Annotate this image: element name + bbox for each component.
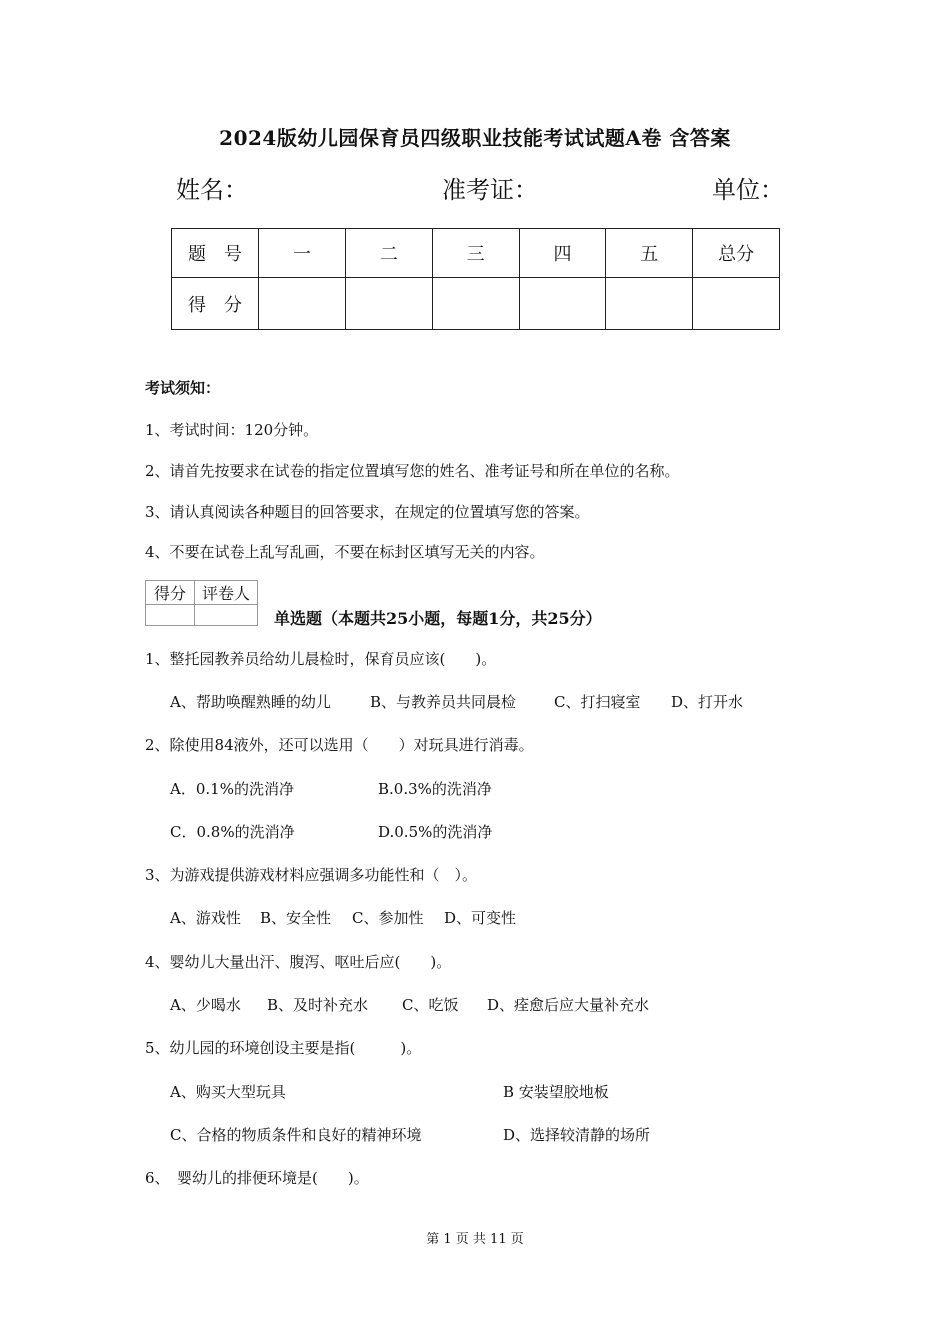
grader-name-label: 评卷人 bbox=[195, 581, 258, 605]
question-option: D、可变性 bbox=[444, 909, 517, 927]
question-option: B.0.3%的洗消净 bbox=[378, 780, 492, 798]
question-text: 5、幼儿园的环境创设主要是指( )。 bbox=[145, 1039, 422, 1057]
grader-name-cell bbox=[195, 605, 258, 626]
question-text: 2、除使用84液外，还可以选用（ ）对玩具进行消毒。 bbox=[145, 736, 534, 754]
name-label: 姓名： bbox=[176, 176, 248, 204]
question-option: B、与教养员共同晨检 bbox=[370, 693, 517, 711]
score-table-header-cell: 三 bbox=[432, 229, 519, 278]
score-cell bbox=[345, 278, 432, 330]
notice-title: 考试须知： bbox=[145, 379, 221, 397]
score-cell bbox=[606, 278, 693, 330]
question-text: 6、 婴幼儿的排便环境是( )。 bbox=[145, 1169, 369, 1187]
question-option: A、帮助唤醒熟睡的幼儿 bbox=[170, 693, 331, 711]
candidate-info-row bbox=[0, 170, 950, 204]
question-option: A、游戏性 bbox=[170, 909, 241, 927]
question-text: 3、为游戏提供游戏材料应强调多功能性和（ ）。 bbox=[145, 866, 478, 884]
question-option: C、打扫寝室 bbox=[554, 693, 641, 711]
notice-item: 3、请认真阅读各种题目的回答要求，在规定的位置填写您的答案。 bbox=[145, 503, 590, 521]
score-table-header-row bbox=[172, 229, 780, 278]
grader-box bbox=[145, 580, 258, 626]
question-option: A、少喝水 bbox=[170, 996, 241, 1014]
notice-item: 4、不要在试卷上乱写乱画，不要在标封区填写无关的内容。 bbox=[145, 543, 545, 561]
question-text: 1、整托园教养员给幼儿晨检时，保育员应该( )。 bbox=[145, 650, 497, 668]
question-option: A、购买大型玩具 bbox=[170, 1083, 286, 1101]
score-cell bbox=[693, 278, 780, 330]
score-table-header-cell: 五 bbox=[606, 229, 693, 278]
score-table-header-cell: 二 bbox=[345, 229, 432, 278]
grader-score-cell bbox=[146, 605, 195, 626]
unit-label: 单位： bbox=[712, 176, 784, 204]
grader-score-label: 得分 bbox=[146, 581, 195, 605]
question-option: D.0.5%的洗消净 bbox=[378, 823, 493, 841]
notice-item: 1、考试时间：120分钟。 bbox=[145, 421, 319, 439]
score-table-header-cell: 总分 bbox=[693, 229, 780, 278]
question-option: C．0.8%的洗消净 bbox=[170, 823, 295, 841]
question-option: D、选择较清静的场所 bbox=[503, 1126, 651, 1144]
score-table-score-row bbox=[172, 278, 780, 330]
question-option: C、吃饭 bbox=[402, 996, 459, 1014]
exam-number-label: 准考证： bbox=[442, 176, 538, 204]
question-option: D、痊愈后应大量补充水 bbox=[487, 996, 650, 1014]
question-option: C、合格的物质条件和良好的精神环境 bbox=[170, 1126, 422, 1144]
question-option: B、安全性 bbox=[260, 909, 332, 927]
page-title: 2024版幼儿园保育员四级职业技能考试试题A卷 含答案 bbox=[219, 126, 731, 150]
score-table-header-cell: 四 bbox=[519, 229, 606, 278]
question-option: A．0.1%的洗消净 bbox=[170, 780, 294, 798]
score-cell bbox=[259, 278, 346, 330]
section-title: 单选题（本题共25小题，每题1分，共25分） bbox=[274, 609, 602, 628]
score-cell bbox=[432, 278, 519, 330]
question-text: 4、婴幼儿大量出汗、腹泻、呕吐后应( )。 bbox=[145, 953, 452, 971]
question-option: B 安装望胶地板 bbox=[503, 1083, 609, 1101]
question-option: B、及时补充水 bbox=[267, 996, 369, 1014]
score-table-header-cell: 一 bbox=[259, 229, 346, 278]
score-table-header-label: 题 号 bbox=[172, 229, 259, 278]
notice-item: 2、请首先按要求在试卷的指定位置填写您的姓名、准考证号和所在单位的名称。 bbox=[145, 462, 680, 480]
score-row-label: 得 分 bbox=[172, 278, 259, 330]
question-option: D、打开水 bbox=[671, 693, 744, 711]
question-option: C、参加性 bbox=[352, 909, 424, 927]
page-footer: 第 1 页 共 11 页 bbox=[426, 1232, 524, 1247]
score-cell bbox=[519, 278, 606, 330]
score-table bbox=[171, 228, 780, 330]
